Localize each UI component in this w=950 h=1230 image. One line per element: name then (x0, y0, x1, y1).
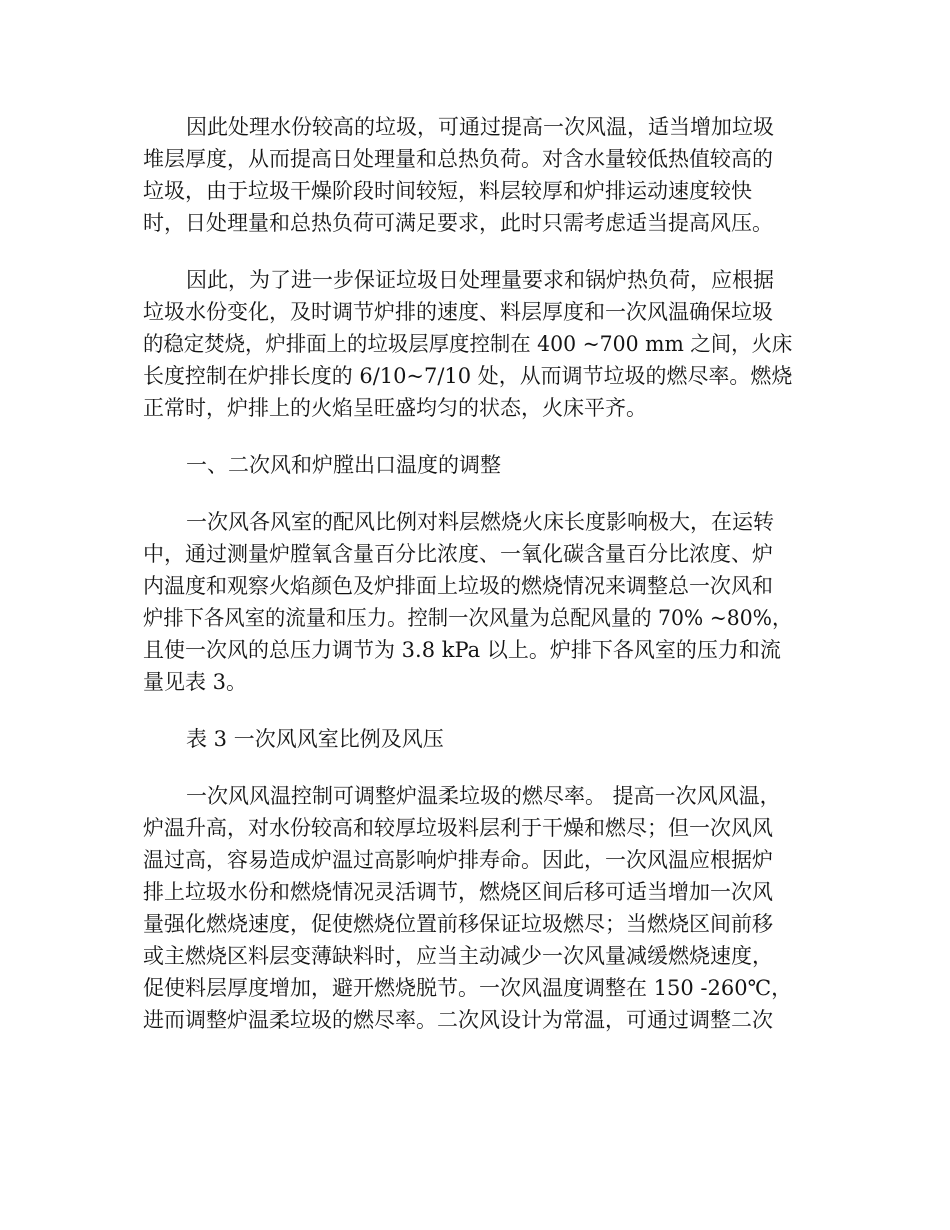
paragraph-3-line-5: 且使一次风的总压力调节为 3.8 kPa 以上。炉排下各风室的压力和流 (143, 638, 781, 662)
paragraph-3-line-6: 量见表 3。 (143, 670, 248, 694)
paragraph-2-line-3: 的稳定焚烧，炉排面上的垃圾层厚度控制在 400 ~700 mm 之间，火床 (143, 332, 793, 356)
paragraph-1-line-2: 堆层厚度，从而提高日处理量和总热负荷。对含水量较低热值较高的 (143, 147, 773, 171)
table-caption: 表 3 一次风风室比例及风压 (186, 727, 444, 751)
paragraph-2-line-2: 垃圾水份变化，及时调节炉排的速度、料层厚度和一次风温确保垃圾 (143, 300, 773, 324)
paragraph-3-line-1: 一次风各风室的配风比例对料层燃烧火床长度影响极大，在运转 (186, 510, 774, 534)
paragraph-4-line-5: 量强化燃烧速度，促使燃烧位置前移保证垃圾燃尽；当燃烧区间前移 (143, 912, 773, 936)
paragraph-4-line-3: 温过高，容易造成炉温过高影响炉排寿命。因此，一次风温应根据炉 (143, 848, 773, 872)
paragraph-4-line-7: 促使料层厚度增加，避开燃烧脱节。一次风温度调整在 150 -260℃， (143, 976, 793, 1000)
paragraph-4-line-4: 排上垃圾水份和燃烧情况灵活调节，燃烧区间后移可适当增加一次风 (143, 880, 773, 904)
paragraph-3-line-3: 内温度和观察火焰颜色及炉排面上垃圾的燃烧情况来调整总一次风和 (143, 574, 773, 598)
paragraph-4-line-2: 炉温升高，对水份较高和较厚垃圾料层利于干燥和燃尽；但一次风风 (143, 816, 773, 840)
paragraph-1-line-4: 时，日处理量和总热负荷可满足要求，此时只需考虑适当提高风压。 (143, 211, 773, 235)
paragraph-2-line-5: 正常时，炉排上的火焰呈旺盛均匀的状态，火床平齐。 (143, 396, 647, 420)
paragraph-3-line-4: 炉排下各风室的流量和压力。控制一次风量为总配风量的 70% ~80%， (143, 606, 793, 630)
paragraph-4-line-6: 或主燃烧区料层变薄缺料时，应当主动减少一次风量减缓燃烧速度， (143, 944, 773, 968)
paragraph-4-line-1: 一次风风温控制可调整炉温柔垃圾的燃尽率。 提高一次风风温， (186, 784, 781, 808)
section-heading: 一、二次风和炉膛出口温度的调整 (186, 453, 501, 477)
paragraph-2-line-4: 长度控制在炉排长度的 6/10~7/10 处，从而调节垃圾的燃尽率。燃烧 (143, 364, 793, 388)
paragraph-1-line-3: 垃圾，由于垃圾干燥阶段时间较短，料层较厚和炉排运动速度较快 (143, 179, 752, 203)
paragraph-1-line-1: 因此处理水份较高的垃圾，可通过提高一次风温，适当增加垃圾 (186, 115, 774, 139)
paragraph-3-line-2: 中，通过测量炉膛氧含量百分比浓度、一氧化碳含量百分比浓度、炉 (143, 542, 773, 566)
paragraph-2-line-1: 因此，为了进一步保证垃圾日处理量要求和锅炉热负荷，应根据 (186, 268, 774, 292)
paragraph-4-line-8: 进而调整炉温柔垃圾的燃尽率。二次风设计为常温，可通过调整二次 (143, 1008, 773, 1032)
